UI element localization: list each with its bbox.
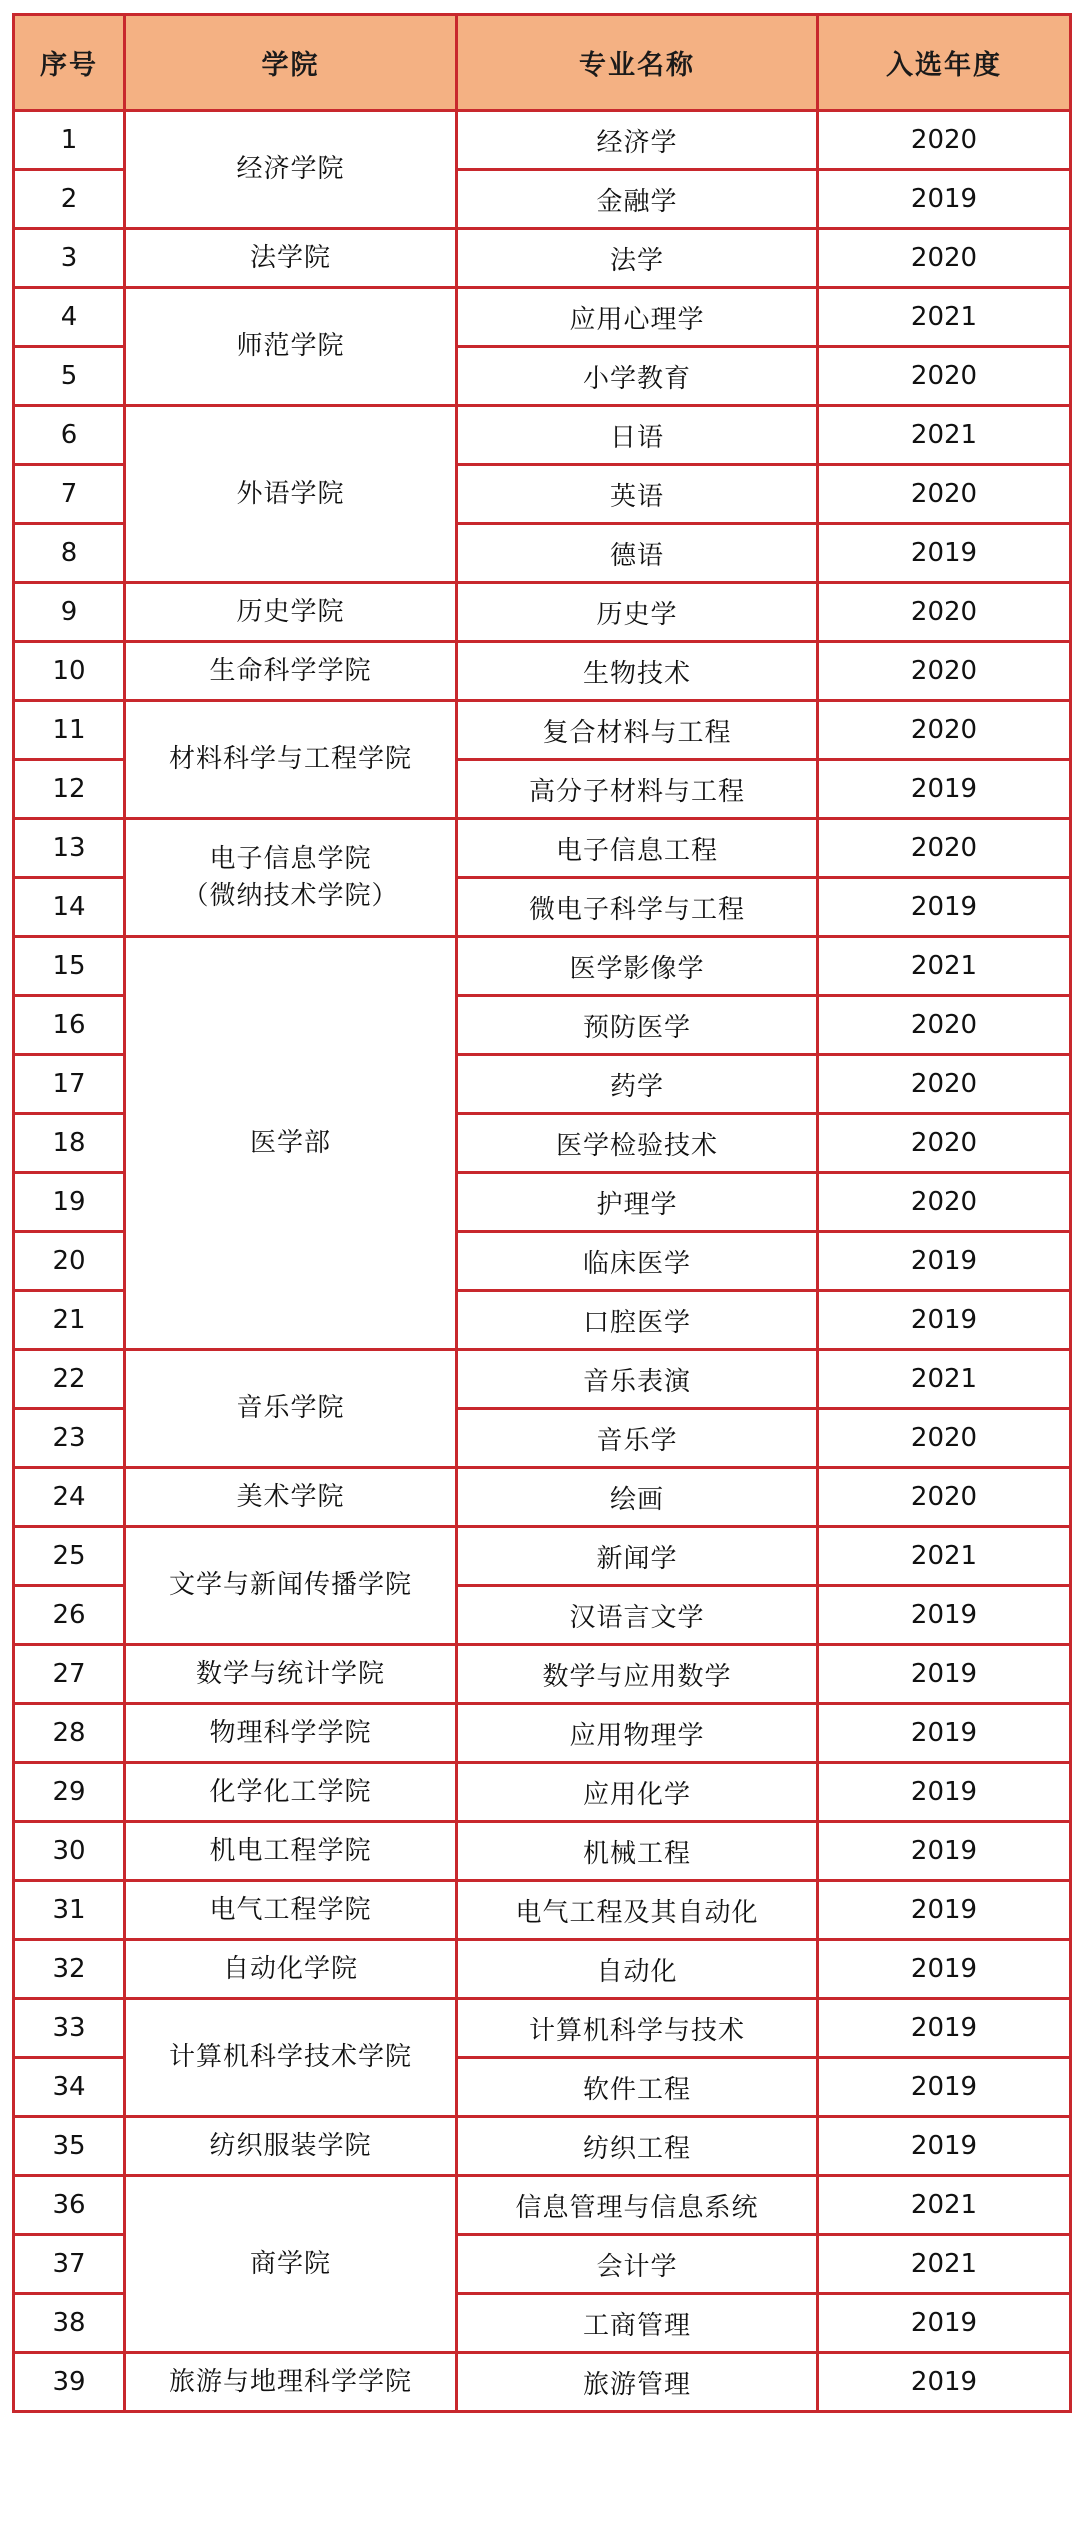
college-cell: [125, 2117, 457, 2176]
major-name: 电子信息工程: [457, 819, 818, 878]
selection-year: 2020: [818, 701, 1071, 760]
major-name: 数学与应用数学: [457, 1645, 818, 1704]
selection-year: 2020: [818, 819, 1071, 878]
row-index: 24: [14, 1468, 125, 1527]
row-index: 15: [14, 937, 125, 996]
header-index: 序号: [14, 15, 125, 111]
major-name: 信息管理与信息系统: [457, 2176, 818, 2235]
major-name: 金融学: [457, 170, 818, 229]
row-index: 5: [14, 347, 125, 406]
header-row: [14, 15, 1071, 111]
selection-year: 2020: [818, 465, 1071, 524]
major-name: 高分子材料与工程: [457, 760, 818, 819]
selection-year: 2021: [818, 2176, 1071, 2235]
major-name: 计算机科学与技术: [457, 1999, 818, 2058]
row-index: 16: [14, 996, 125, 1055]
college-name-line: 医学部: [249, 1127, 331, 1158]
row-index: 33: [14, 1999, 125, 2058]
college-name-line: 音乐学院: [236, 1393, 345, 1423]
selection-year: 2019: [818, 1881, 1071, 1940]
major-name: 日语: [457, 406, 818, 465]
major-name: 工商管理: [457, 2294, 818, 2353]
row-index: 35: [14, 2117, 125, 2176]
major-name: 历史学: [457, 583, 818, 642]
major-name: 经济学: [457, 111, 818, 170]
selection-year: 2020: [818, 996, 1071, 1055]
table-row: [14, 819, 1071, 878]
college-name-line: 师范学院: [236, 331, 345, 361]
row-index: 37: [14, 2235, 125, 2294]
selection-year: 2019: [818, 1291, 1071, 1350]
selection-year: 2020: [818, 229, 1071, 288]
selection-year: 2019: [818, 2058, 1071, 2117]
row-index: 34: [14, 2058, 125, 2117]
major-name: 自动化: [457, 1940, 818, 1999]
major-name: 英语: [457, 465, 818, 524]
major-name: 复合材料与工程: [457, 701, 818, 760]
selection-year: 2020: [818, 1173, 1071, 1232]
selection-year: 2020: [818, 583, 1071, 642]
college-name-line: 数学与统计学院: [195, 1658, 385, 1689]
college-name-line: 文学与新闻传播学院: [168, 1570, 412, 1600]
major-name: 软件工程: [457, 2058, 818, 2117]
row-index: 21: [14, 1291, 125, 1350]
college-name-line: 化学化工学院: [209, 1776, 372, 1807]
college-name-line: （微纳技术学院）: [182, 880, 399, 911]
row-index: 20: [14, 1232, 125, 1291]
college-name-line: 经济学院: [236, 154, 345, 184]
row-index: 19: [14, 1173, 125, 1232]
major-name: 应用物理学: [457, 1704, 818, 1763]
selection-year: 2020: [818, 1409, 1071, 1468]
college-name-line: 美术学院: [236, 1481, 345, 1512]
row-index: 18: [14, 1114, 125, 1173]
selection-year: 2019: [818, 1645, 1071, 1704]
college-name-line: 法学院: [249, 242, 331, 273]
row-index: 29: [14, 1763, 125, 1822]
row-index: 22: [14, 1350, 125, 1409]
college-cell: [125, 819, 457, 937]
college-cell: [125, 701, 457, 819]
row-index: 39: [14, 2353, 125, 2412]
major-name: 护理学: [457, 1173, 818, 1232]
major-name: 临床医学: [457, 1232, 818, 1291]
college-cell: [125, 111, 457, 229]
major-name: 生物技术: [457, 642, 818, 701]
table-row: [14, 937, 1071, 996]
selection-year: 2020: [818, 111, 1071, 170]
row-index: 36: [14, 2176, 125, 2235]
major-name: 音乐表演: [457, 1350, 818, 1409]
row-index: 31: [14, 1881, 125, 1940]
major-name: 药学: [457, 1055, 818, 1114]
selection-year: 2021: [818, 937, 1071, 996]
table-row: [14, 1468, 1071, 1527]
row-index: 8: [14, 524, 125, 583]
college-cell: [125, 229, 457, 288]
table-row: [14, 1999, 1071, 2058]
college-cell: [125, 1999, 457, 2117]
row-index: 38: [14, 2294, 125, 2353]
majors-table: [12, 13, 1072, 2413]
table-row: [14, 1645, 1071, 1704]
selection-year: 2020: [818, 1114, 1071, 1173]
row-index: 6: [14, 406, 125, 465]
row-index: 26: [14, 1586, 125, 1645]
table-row: [14, 1704, 1071, 1763]
major-name: 医学影像学: [457, 937, 818, 996]
major-name: 德语: [457, 524, 818, 583]
table-row: [14, 406, 1071, 465]
selection-year: 2020: [818, 347, 1071, 406]
college-cell: [125, 2353, 457, 2412]
table-row: [14, 1940, 1071, 1999]
selection-year: 2020: [818, 1468, 1071, 1527]
row-index: 10: [14, 642, 125, 701]
major-name: 音乐学: [457, 1409, 818, 1468]
college-cell: [125, 1468, 457, 1527]
college-name-line: 电气工程学院: [209, 1894, 372, 1925]
row-index: 14: [14, 878, 125, 937]
college-cell: [125, 1822, 457, 1881]
selection-year: 2021: [818, 1527, 1071, 1586]
college-cell: [125, 937, 457, 1350]
row-index: 28: [14, 1704, 125, 1763]
selection-year: 2019: [818, 1232, 1071, 1291]
major-name: 旅游管理: [457, 2353, 818, 2412]
major-name: 预防医学: [457, 996, 818, 1055]
college-name-line: 机电工程学院: [209, 1835, 372, 1866]
college-cell: [125, 1645, 457, 1704]
college-name-line: 电子信息学院: [209, 843, 372, 874]
header-college: 学院: [125, 15, 457, 111]
selection-year: 2019: [818, 1763, 1071, 1822]
college-cell: [125, 1527, 457, 1645]
table-row: [14, 1881, 1071, 1940]
college-cell: [125, 1881, 457, 1940]
college-cell: [125, 406, 457, 583]
row-index: 25: [14, 1527, 125, 1586]
major-name: 口腔医学: [457, 1291, 818, 1350]
major-name: 微电子科学与工程: [457, 878, 818, 937]
row-index: 2: [14, 170, 125, 229]
table-row: [14, 2353, 1071, 2412]
major-name: 新闻学: [457, 1527, 818, 1586]
selection-year: 2019: [818, 2294, 1071, 2353]
college-name-line: 生命科学学院: [209, 655, 372, 686]
row-index: 11: [14, 701, 125, 760]
row-index: 4: [14, 288, 125, 347]
college-name-line: 纺织服装学院: [209, 2130, 372, 2161]
table-row: [14, 1822, 1071, 1881]
major-name: 应用心理学: [457, 288, 818, 347]
major-name: 应用化学: [457, 1763, 818, 1822]
table-row: [14, 1527, 1071, 1586]
header-major: 专业名称: [457, 15, 818, 111]
college-cell: [125, 1350, 457, 1468]
selection-year: 2019: [818, 1704, 1071, 1763]
row-index: 12: [14, 760, 125, 819]
college-cell: [125, 583, 457, 642]
college-cell: [125, 1704, 457, 1763]
row-index: 30: [14, 1822, 125, 1881]
major-name: 会计学: [457, 2235, 818, 2294]
header-year: 入选年度: [818, 15, 1071, 111]
college-name-line: 计算机科学技术学院: [168, 2042, 412, 2072]
college-name-line: 材料科学与工程学院: [168, 744, 412, 774]
major-name: 纺织工程: [457, 2117, 818, 2176]
selection-year: 2019: [818, 878, 1071, 937]
college-name-line: 旅游与地理科学学院: [168, 2366, 412, 2397]
major-name: 绘画: [457, 1468, 818, 1527]
major-name: 机械工程: [457, 1822, 818, 1881]
table-row: [14, 583, 1071, 642]
row-index: 7: [14, 465, 125, 524]
table-row: [14, 1763, 1071, 1822]
college-name-line: 外语学院: [236, 478, 345, 509]
row-index: 23: [14, 1409, 125, 1468]
college-cell: [125, 288, 457, 406]
college-cell: [125, 2176, 457, 2353]
major-name: 法学: [457, 229, 818, 288]
college-cell: [125, 1763, 457, 1822]
selection-year: 2021: [818, 1350, 1071, 1409]
selection-year: 2019: [818, 170, 1071, 229]
row-index: 3: [14, 229, 125, 288]
selection-year: 2019: [818, 1940, 1071, 1999]
selection-year: 2019: [818, 760, 1071, 819]
college-cell: [125, 1940, 457, 1999]
table-row: [14, 2176, 1071, 2235]
selection-year: 2021: [818, 406, 1071, 465]
major-name: 小学教育: [457, 347, 818, 406]
selection-year: 2021: [818, 2235, 1071, 2294]
row-index: 1: [14, 111, 125, 170]
college-name-line: 商学院: [249, 2248, 331, 2279]
row-index: 17: [14, 1055, 125, 1114]
selection-year: 2019: [818, 2117, 1071, 2176]
major-name: 医学检验技术: [457, 1114, 818, 1173]
row-index: 9: [14, 583, 125, 642]
selection-year: 2021: [818, 288, 1071, 347]
major-name: 汉语言文学: [457, 1586, 818, 1645]
college-name-line: 历史学院: [236, 596, 345, 627]
table-row: [14, 288, 1071, 347]
selection-year: 2019: [818, 2353, 1071, 2412]
table-row: [14, 701, 1071, 760]
major-name: 电气工程及其自动化: [457, 1881, 818, 1940]
selection-year: 2019: [818, 1999, 1071, 2058]
selection-year: 2019: [818, 1586, 1071, 1645]
table-row: [14, 2117, 1071, 2176]
college-cell: [125, 642, 457, 701]
college-name-line: 物理科学学院: [209, 1717, 372, 1748]
table-row: [14, 229, 1071, 288]
row-index: 13: [14, 819, 125, 878]
selection-year: 2020: [818, 642, 1071, 701]
table-row: [14, 1350, 1071, 1409]
selection-year: 2020: [818, 1055, 1071, 1114]
table-row: [14, 642, 1071, 701]
selection-year: 2019: [818, 524, 1071, 583]
table-body: [14, 111, 1071, 2412]
row-index: 27: [14, 1645, 125, 1704]
selection-year: 2019: [818, 1822, 1071, 1881]
table-row: [14, 111, 1071, 170]
college-name-line: 自动化学院: [222, 1953, 358, 1984]
row-index: 32: [14, 1940, 125, 1999]
